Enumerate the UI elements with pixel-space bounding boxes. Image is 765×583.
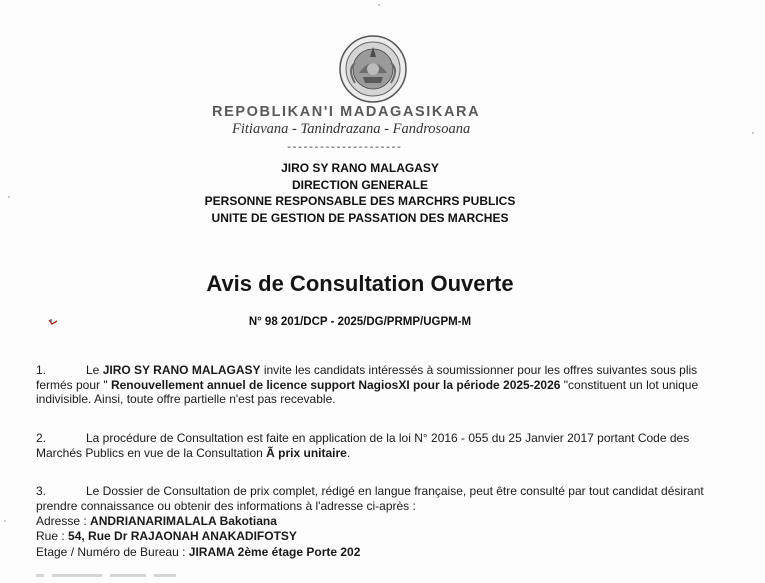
paragraph-number: 2. xyxy=(36,431,47,445)
madagascar-seal-icon xyxy=(337,33,409,105)
notice-reference-number: N° 98 201/DCP - 2025/DG/PRMP/UGPM-M xyxy=(248,316,472,328)
scan-speck xyxy=(8,196,10,198)
paragraph-2 xyxy=(36,431,712,460)
address-value: 54, Rue Dr RAJAONAH ANAKADIFOTSY xyxy=(68,529,297,543)
paragraph-text: Le Dossier de Consultation de prix complet, rédigé en langue française, peut être consulté par tout candidat désirant prendre connaissance ou obtenir des informations à l'adresse ci-après : xyxy=(36,484,704,513)
address-line-contact xyxy=(36,514,277,530)
org-line-direction: DIRECTION GENERALE xyxy=(291,177,428,192)
paragraph-text: Le xyxy=(86,363,103,377)
header-divider: --------------------- xyxy=(286,143,402,154)
red-tick-mark-icon xyxy=(48,318,58,328)
scan-speck xyxy=(752,132,754,134)
address-line-street xyxy=(36,529,297,545)
paragraph-text: La procédure de Consultation est faite en application de la loi N° 2016 - 055 du 25 Janvier 2017 portant Code des Marchés Publics en vue de la Consultation xyxy=(36,431,690,460)
address-value: JIRAMA 2ème étage Porte 202 xyxy=(188,545,361,559)
paragraph-text: invite les candidats intéressés à soumissionner pour les offres suivantes sous plis fermés pour " xyxy=(36,363,698,392)
address-label: Adresse : xyxy=(36,514,91,528)
address-label: Rue : xyxy=(36,529,69,543)
cut-off-next-line xyxy=(36,574,236,583)
org-line-ugpm: UNITE DE GESTION DE PASSATION DES MARCHES xyxy=(211,210,509,225)
paragraph-text: . xyxy=(346,445,351,460)
paragraph-text: "constituent un lot unique indivisible. Ainsi, toute offre partielle n'est pas recevable. xyxy=(36,377,699,406)
address-line-office xyxy=(36,545,360,561)
organization-block xyxy=(150,160,570,226)
address-value: ANDRIANARIMALALA Bakotiana xyxy=(90,514,277,528)
address-label: Etage / Numéro de Bureau : xyxy=(36,545,189,559)
company-name: JIRO SY RANO MALAGASY xyxy=(102,363,261,377)
org-line-company: JIRO SY RANO MALAGASY xyxy=(281,161,439,175)
republic-heading: REPOBLIKAN'I MADAGASIKARA xyxy=(212,104,481,120)
notice-title: Avis de Consultation Ouverte xyxy=(206,271,514,296)
paragraph-3 xyxy=(36,484,712,513)
paragraph-1 xyxy=(36,363,712,407)
tender-subject: Renouvellement annuel de licence support NagiosXI pour la période 2025-2026 xyxy=(110,377,561,392)
paragraph-number: 1. xyxy=(36,363,47,377)
consultation-type: Ã prix unitaire xyxy=(266,445,347,460)
org-line-prmp: PERSONNE RESPONSABLE DES MARCHRS PUBLICS xyxy=(204,194,516,208)
national-motto: Fitiavana - Tanindrazana - Fandrosoana xyxy=(232,121,471,137)
scan-speck xyxy=(378,4,380,6)
scan-speck xyxy=(4,520,6,522)
paragraph-number: 3. xyxy=(36,484,47,498)
